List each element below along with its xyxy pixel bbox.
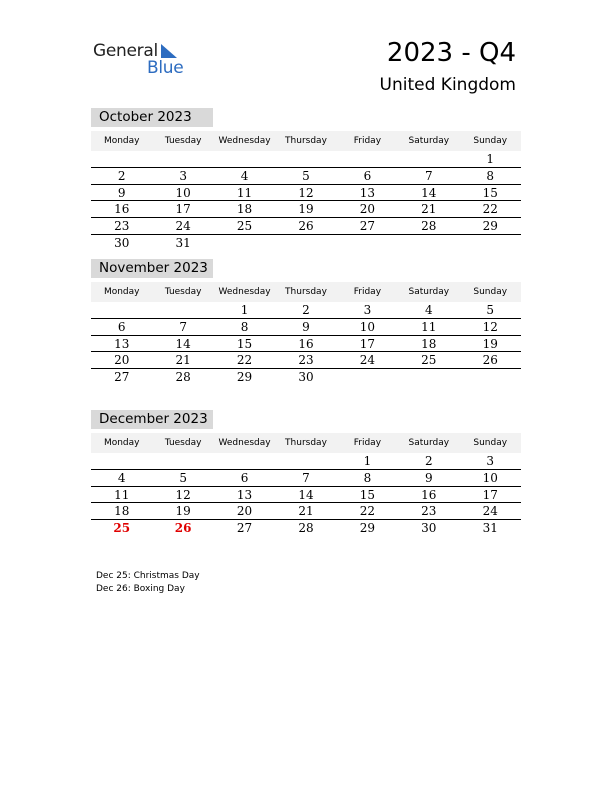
day-cell: 9: [302, 319, 310, 334]
day-cell: 24: [482, 504, 498, 519]
day-cell: 12: [298, 185, 314, 200]
week-row: [91, 503, 521, 520]
day-cell: 31: [175, 235, 191, 250]
day-cell: 29: [482, 219, 498, 234]
week-row: [91, 151, 521, 168]
day-cell: [152, 151, 213, 167]
day-cell: 2: [117, 168, 126, 183]
day-cell: 3: [179, 168, 187, 183]
day-cell: 27: [359, 219, 376, 234]
day-cell: 14: [175, 336, 191, 351]
day-cell: [398, 235, 459, 252]
day-cell: 6: [240, 470, 249, 485]
logo-text-blue: Blue: [147, 58, 184, 78]
day-cell: 13: [236, 487, 253, 502]
weekday-label: Sunday: [473, 287, 508, 297]
weekday-label: Monday: [103, 438, 140, 448]
day-cell: 1: [240, 303, 249, 317]
day-cell: 8: [240, 319, 249, 334]
day-cell: [91, 453, 152, 469]
day-cell: 15: [482, 185, 498, 200]
weekday-header: [91, 282, 521, 302]
week-row: [91, 168, 521, 185]
day-cell: 24: [175, 219, 191, 234]
day-cell: 5: [302, 168, 310, 183]
day-cell: 23: [421, 504, 437, 519]
week-row: [91, 201, 521, 218]
weekday-label: Tuesday: [164, 287, 202, 297]
day-cell: 21: [298, 504, 314, 519]
holiday-note: Dec 25: Christmas Day: [96, 571, 200, 581]
day-cell: 25: [421, 353, 437, 368]
weekday-label: Monday: [103, 287, 140, 297]
day-cell: [152, 302, 213, 318]
day-cell: 17: [175, 202, 191, 217]
month-label: December 2023: [91, 410, 213, 429]
day-cell: 7: [179, 319, 187, 334]
day-cell: 19: [175, 504, 191, 519]
weekday-label: Saturday: [408, 287, 450, 297]
day-cell: [398, 369, 459, 386]
day-cell: 21: [175, 353, 191, 368]
day-cell: 20: [236, 504, 253, 519]
day-cell: 17: [482, 487, 498, 502]
day-cell: 9: [117, 185, 126, 200]
day-cell: 8: [486, 168, 495, 183]
day-cell: 10: [175, 185, 191, 200]
day-cell: 30: [114, 235, 130, 250]
weekday-label: Tuesday: [164, 136, 202, 146]
day-cell: 16: [114, 202, 130, 217]
day-cell: [214, 235, 275, 252]
day-cell: [275, 453, 336, 469]
weekday-label: Thursday: [285, 136, 327, 146]
week-row: [91, 453, 521, 470]
day-cell: 18: [236, 202, 253, 217]
day-cell: 20: [114, 353, 130, 368]
day-cell: 30: [298, 370, 314, 385]
month-october: [91, 108, 521, 252]
day-cell: 27: [236, 521, 253, 536]
weekday-label: Friday: [353, 438, 382, 448]
country-label: United Kingdom: [379, 75, 516, 95]
week-row: [91, 319, 521, 336]
weekday-header: [91, 433, 521, 453]
day-cell: 26: [298, 219, 314, 234]
day-cell: 7: [302, 470, 310, 485]
day-cell: 1: [486, 152, 495, 166]
weekday-label: Monday: [103, 136, 140, 146]
day-cell: [460, 235, 521, 252]
day-cell: 28: [298, 521, 314, 536]
week-row: [91, 470, 521, 487]
day-cell: 2: [302, 303, 310, 317]
day-cell: [214, 453, 275, 469]
day-cell: 21: [421, 202, 437, 217]
day-cell: 6: [363, 168, 372, 183]
day-cell: 11: [421, 319, 437, 334]
day-cell: 13: [359, 185, 376, 200]
week-row: [91, 520, 521, 537]
month-grid: [91, 302, 521, 386]
day-cell: 12: [175, 487, 191, 502]
weekday-label: Friday: [353, 136, 382, 146]
day-cell: 17: [359, 336, 376, 351]
day-cell: 28: [175, 370, 191, 385]
day-cell: [91, 302, 152, 318]
day-cell: [91, 151, 152, 167]
day-cell: 11: [114, 487, 130, 502]
day-cell: 25: [113, 521, 131, 536]
day-cell: 27: [114, 370, 130, 385]
day-cell: 26: [174, 521, 192, 536]
week-row: [91, 352, 521, 369]
day-cell: 9: [425, 470, 433, 485]
weekday-label: Saturday: [408, 136, 450, 146]
week-row: [91, 369, 521, 386]
week-row: [91, 185, 521, 202]
day-cell: 31: [482, 521, 498, 536]
day-cell: 2: [425, 454, 433, 468]
day-cell: 24: [359, 353, 376, 368]
day-cell: 18: [114, 504, 130, 519]
week-row: [91, 302, 521, 319]
weekday-label: Friday: [353, 287, 382, 297]
day-cell: 4: [117, 470, 126, 485]
day-cell: 22: [482, 202, 498, 217]
day-cell: 20: [359, 202, 376, 217]
week-row: [91, 235, 521, 252]
day-cell: 3: [363, 303, 372, 317]
weekday-label: Wednesday: [218, 136, 271, 146]
day-cell: 14: [421, 185, 437, 200]
day-cell: 15: [236, 336, 253, 351]
day-cell: 15: [359, 487, 376, 502]
day-cell: 26: [482, 353, 498, 368]
weekday-label: Wednesday: [218, 287, 271, 297]
day-cell: [152, 453, 213, 469]
day-cell: 6: [117, 319, 126, 334]
day-cell: 23: [298, 353, 314, 368]
day-cell: 30: [421, 521, 437, 536]
day-cell: 22: [359, 504, 376, 519]
day-cell: 14: [298, 487, 314, 502]
day-cell: [214, 151, 275, 167]
weekday-label: Saturday: [408, 438, 450, 448]
day-cell: 12: [482, 319, 498, 334]
holiday-notes: [96, 570, 200, 595]
day-cell: 1: [363, 454, 372, 468]
weekday-label: Tuesday: [164, 438, 202, 448]
day-cell: 25: [236, 219, 253, 234]
day-cell: 23: [114, 219, 130, 234]
month-label: October 2023: [91, 108, 213, 127]
day-cell: 22: [236, 353, 253, 368]
weekday-label: Wednesday: [218, 438, 271, 448]
month-grid: [91, 151, 521, 252]
day-cell: [398, 151, 459, 167]
day-cell: 5: [486, 303, 495, 317]
day-cell: 16: [298, 336, 314, 351]
day-cell: 7: [425, 168, 433, 183]
day-cell: 16: [421, 487, 437, 502]
week-row: [91, 487, 521, 504]
day-cell: [275, 151, 336, 167]
month-december: [91, 410, 521, 537]
day-cell: [337, 151, 398, 167]
logo: [93, 40, 193, 80]
day-cell: 18: [421, 336, 437, 351]
day-cell: 13: [114, 336, 130, 351]
day-cell: 28: [421, 219, 437, 234]
day-cell: 3: [486, 454, 495, 468]
weekday-label: Sunday: [473, 438, 508, 448]
day-cell: [337, 369, 398, 386]
day-cell: 4: [425, 303, 433, 317]
weekday-label: Thursday: [285, 438, 327, 448]
month-november: [91, 259, 521, 386]
day-cell: 11: [236, 185, 253, 200]
weekday-header: [91, 131, 521, 151]
holiday-note: Dec 26: Boxing Day: [96, 583, 185, 594]
day-cell: 29: [236, 370, 253, 385]
day-cell: 4: [240, 168, 249, 183]
logo-text-general: General: [93, 41, 158, 61]
day-cell: 8: [363, 470, 372, 485]
weekday-label: Sunday: [473, 136, 508, 146]
day-cell: 5: [179, 470, 187, 485]
weekday-label: Thursday: [285, 287, 327, 297]
day-cell: 19: [482, 336, 498, 351]
week-row: [91, 218, 521, 235]
logo-triangle-icon: [161, 44, 177, 58]
day-cell: 29: [359, 521, 376, 536]
page-title: 2023 - Q4: [386, 38, 516, 68]
day-cell: [337, 235, 398, 252]
day-cell: 19: [298, 202, 314, 217]
week-row: [91, 336, 521, 353]
day-cell: [275, 235, 336, 252]
month-grid: [91, 453, 521, 537]
day-cell: 10: [359, 319, 376, 334]
day-cell: [460, 369, 521, 386]
month-label: November 2023: [91, 259, 213, 278]
day-cell: 10: [482, 470, 498, 485]
